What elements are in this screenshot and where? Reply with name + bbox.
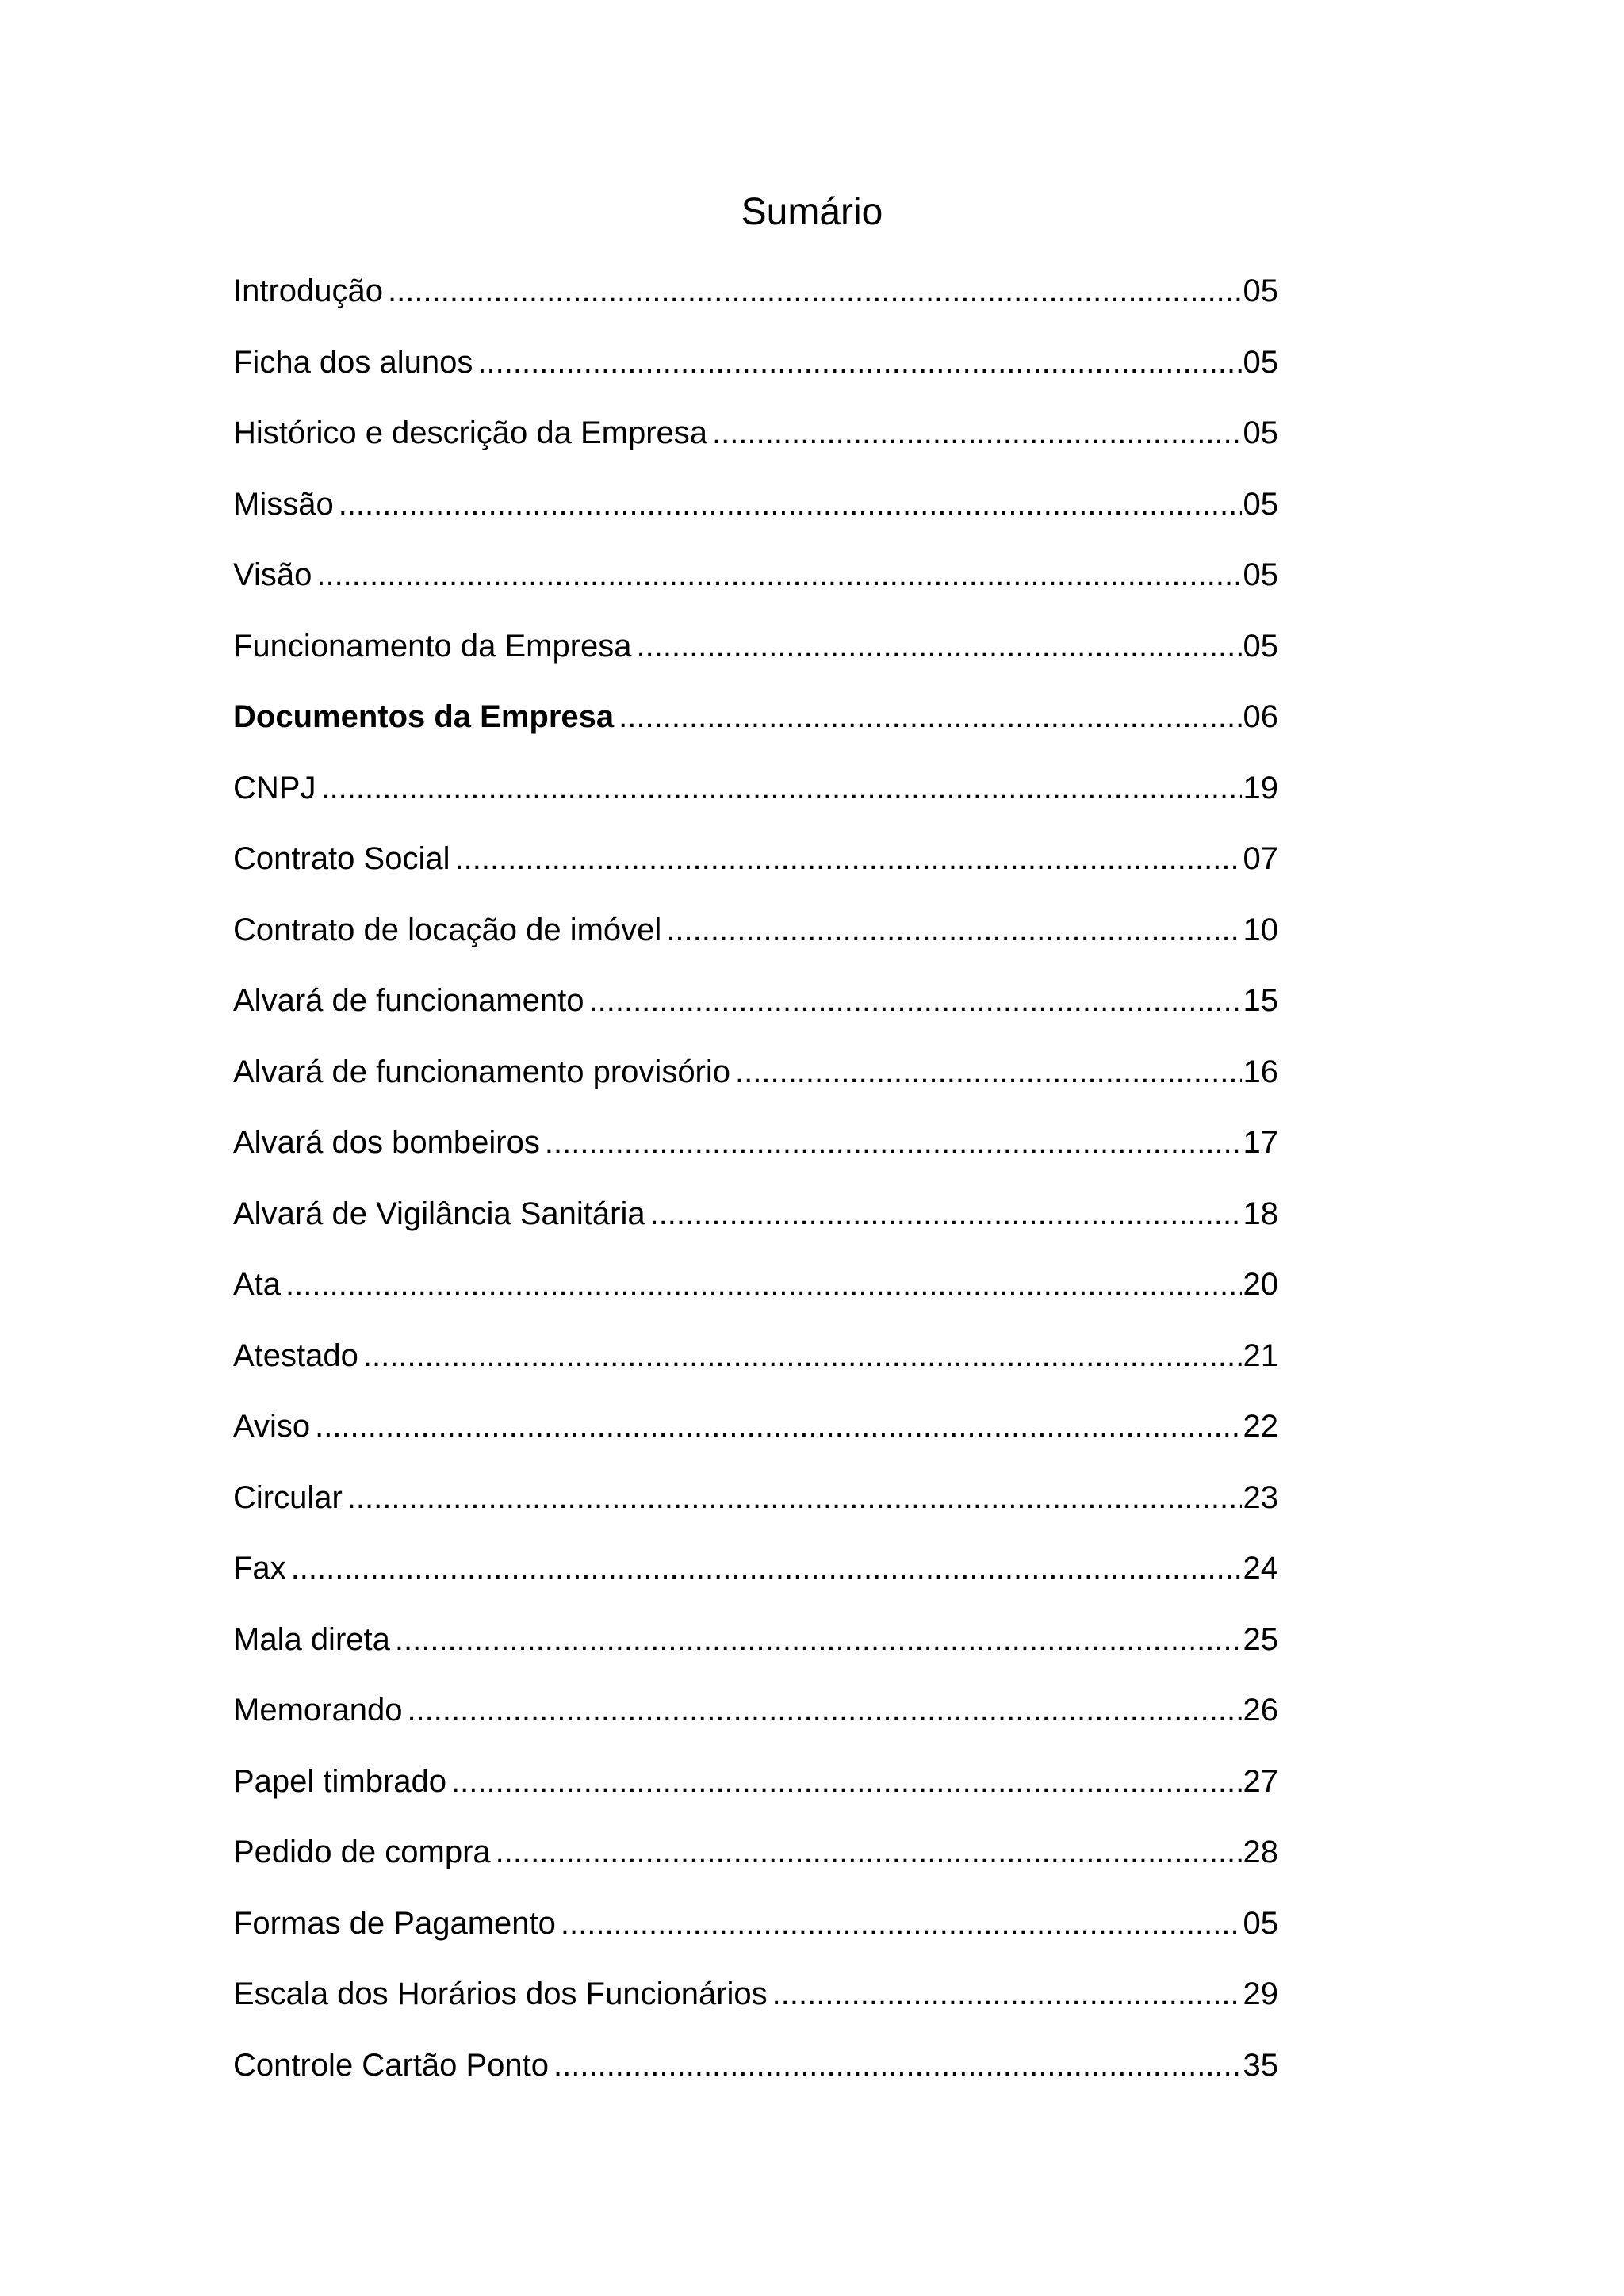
toc-entry-page-number: 10 (1243, 912, 1278, 947)
toc-entry (233, 1683, 1278, 1755)
toc-dot-leader (363, 1329, 1242, 1383)
toc-entry (233, 1471, 1278, 1542)
toc-dot-leader (316, 548, 1241, 602)
toc-dot-leader (650, 1187, 1242, 1241)
toc-entry (233, 1613, 1278, 1684)
toc-entry (233, 264, 1278, 335)
toc-entry (233, 1399, 1278, 1471)
toc-entry-label: Circular (233, 1479, 343, 1515)
toc-dot-leader (477, 335, 1241, 389)
toc-entry-label: Alvará dos bombeiros (233, 1125, 540, 1160)
toc-entry-page-number: 16 (1243, 1054, 1278, 1089)
toc-entry-label: Ficha dos alunos (233, 344, 473, 380)
toc-dot-leader (735, 1045, 1241, 1099)
toc-entry-label: Contrato Social (233, 841, 450, 876)
toc-dot-leader (347, 1471, 1242, 1525)
toc-entry-page-number: 17 (1243, 1125, 1278, 1160)
toc-dot-leader (619, 690, 1241, 744)
toc-entry-page-number: 29 (1243, 1976, 1278, 2011)
toc-entry (233, 406, 1278, 477)
toc-entry-label: Introdução (233, 274, 384, 308)
toc-entry-page-number: 35 (1243, 2047, 1278, 2083)
toc-entry-page-number: 15 (1243, 983, 1278, 1018)
toc-entry (233, 2038, 1278, 2110)
toc-dot-leader (496, 1825, 1242, 1879)
toc-entry-page-number: 23 (1243, 1479, 1278, 1515)
toc-entry-label: Fax (233, 1551, 286, 1586)
toc-entry-page-number: 27 (1243, 1763, 1278, 1799)
toc-entry-label: Funcionamento da Empresa (233, 628, 632, 664)
toc-entry-label: Pedido de compra (233, 1835, 491, 1869)
toc-entry (233, 1257, 1278, 1329)
toc-entry-page-number: 19 (1243, 770, 1278, 806)
toc-entry-label: Visão (233, 557, 312, 592)
toc-entry-label: Papel timbrado (233, 1763, 447, 1799)
toc-entry-label: Contrato de locação de imóvel (233, 912, 662, 947)
toc-entry-label: Mala direta (233, 1621, 390, 1657)
toc-entry (233, 690, 1278, 761)
toc-entry-page-number: 05 (1243, 486, 1278, 522)
toc-entry-label: Missão (233, 486, 334, 522)
toc-dot-leader (291, 1541, 1242, 1595)
toc-dot-leader (285, 1257, 1241, 1311)
toc-entry (233, 903, 1278, 974)
toc-entry (233, 1187, 1278, 1258)
toc-dot-leader (589, 974, 1242, 1027)
toc-entry-label: Memorando (233, 1693, 403, 1728)
toc-dot-leader (637, 619, 1242, 673)
toc-entry-label: Histórico e descrição da Empresa (233, 415, 708, 450)
toc-dot-leader (454, 832, 1241, 886)
toc-entry-label: Documentos da Empresa (233, 699, 615, 734)
toc-entry-page-number: 05 (1243, 274, 1278, 308)
toc-dot-leader (553, 2038, 1241, 2092)
toc-entry-page-number: 20 (1243, 1267, 1278, 1302)
toc-dot-leader (666, 903, 1241, 957)
toc-entry (233, 1045, 1278, 1116)
page-title: Sumário (741, 191, 883, 233)
toc-entry (233, 1825, 1278, 1896)
toc-dot-leader (388, 264, 1241, 318)
toc-entry-label: Controle Cartão Ponto (233, 2047, 550, 2083)
toc-dot-leader (772, 1967, 1242, 2021)
toc-entry-label: Formas de Pagamento (233, 1905, 556, 1941)
toc-entry-label: Alvará de funcionamento (233, 983, 584, 1018)
toc-entry-page-number: 26 (1243, 1693, 1278, 1728)
toc-dot-leader (395, 1613, 1242, 1667)
toc-entry (233, 1967, 1278, 2038)
toc-entry-page-number: 28 (1243, 1835, 1278, 1869)
toc-entry-page-number: 05 (1243, 1905, 1278, 1941)
toc-entry-page-number: 05 (1243, 628, 1278, 664)
toc-dot-leader (545, 1115, 1242, 1169)
toc-entry (233, 619, 1278, 691)
toc-entry-page-number: 06 (1243, 699, 1278, 734)
toc-entry-page-number: 24 (1243, 1551, 1278, 1586)
toc-dot-leader (712, 406, 1241, 460)
toc-entry-label: Escala dos Horários dos Funcionários (233, 1976, 768, 2011)
toc-dot-leader (407, 1683, 1241, 1737)
toc-entry-label: CNPJ (233, 770, 316, 806)
toc-entry (233, 477, 1278, 549)
toc-entry-label: Atestado (233, 1337, 358, 1373)
toc-entry (233, 1115, 1278, 1187)
toc-entry-page-number: 21 (1243, 1337, 1278, 1373)
table-of-contents (233, 264, 1278, 2109)
toc-entry-label: Alvará de Vigilância Sanitária (233, 1196, 645, 1231)
toc-dot-leader (315, 1399, 1241, 1453)
toc-dot-leader (320, 761, 1241, 815)
toc-entry (233, 832, 1278, 903)
toc-dot-leader (561, 1896, 1242, 1950)
toc-entry (233, 1755, 1278, 1826)
toc-entry-page-number: 05 (1243, 344, 1278, 380)
toc-dot-leader (451, 1755, 1241, 1808)
toc-entry-label: Aviso (233, 1409, 311, 1444)
toc-entry-label: Ata (233, 1267, 282, 1302)
toc-entry-page-number: 05 (1243, 557, 1278, 592)
toc-entry-page-number: 07 (1243, 841, 1278, 876)
toc-entry (233, 548, 1278, 619)
toc-entry-page-number: 18 (1243, 1196, 1278, 1231)
toc-entry (233, 974, 1278, 1045)
toc-dot-leader (339, 477, 1242, 531)
toc-entry-page-number: 22 (1243, 1409, 1278, 1444)
toc-entry-page-number: 05 (1243, 415, 1278, 450)
toc-entry (233, 1541, 1278, 1613)
toc-entry-label: Alvará de funcionamento provisório (233, 1054, 731, 1089)
toc-entry-page-number: 25 (1243, 1621, 1278, 1657)
toc-entry (233, 1896, 1278, 1968)
toc-entry (233, 761, 1278, 832)
toc-entry (233, 1329, 1278, 1400)
toc-entry (233, 335, 1278, 407)
